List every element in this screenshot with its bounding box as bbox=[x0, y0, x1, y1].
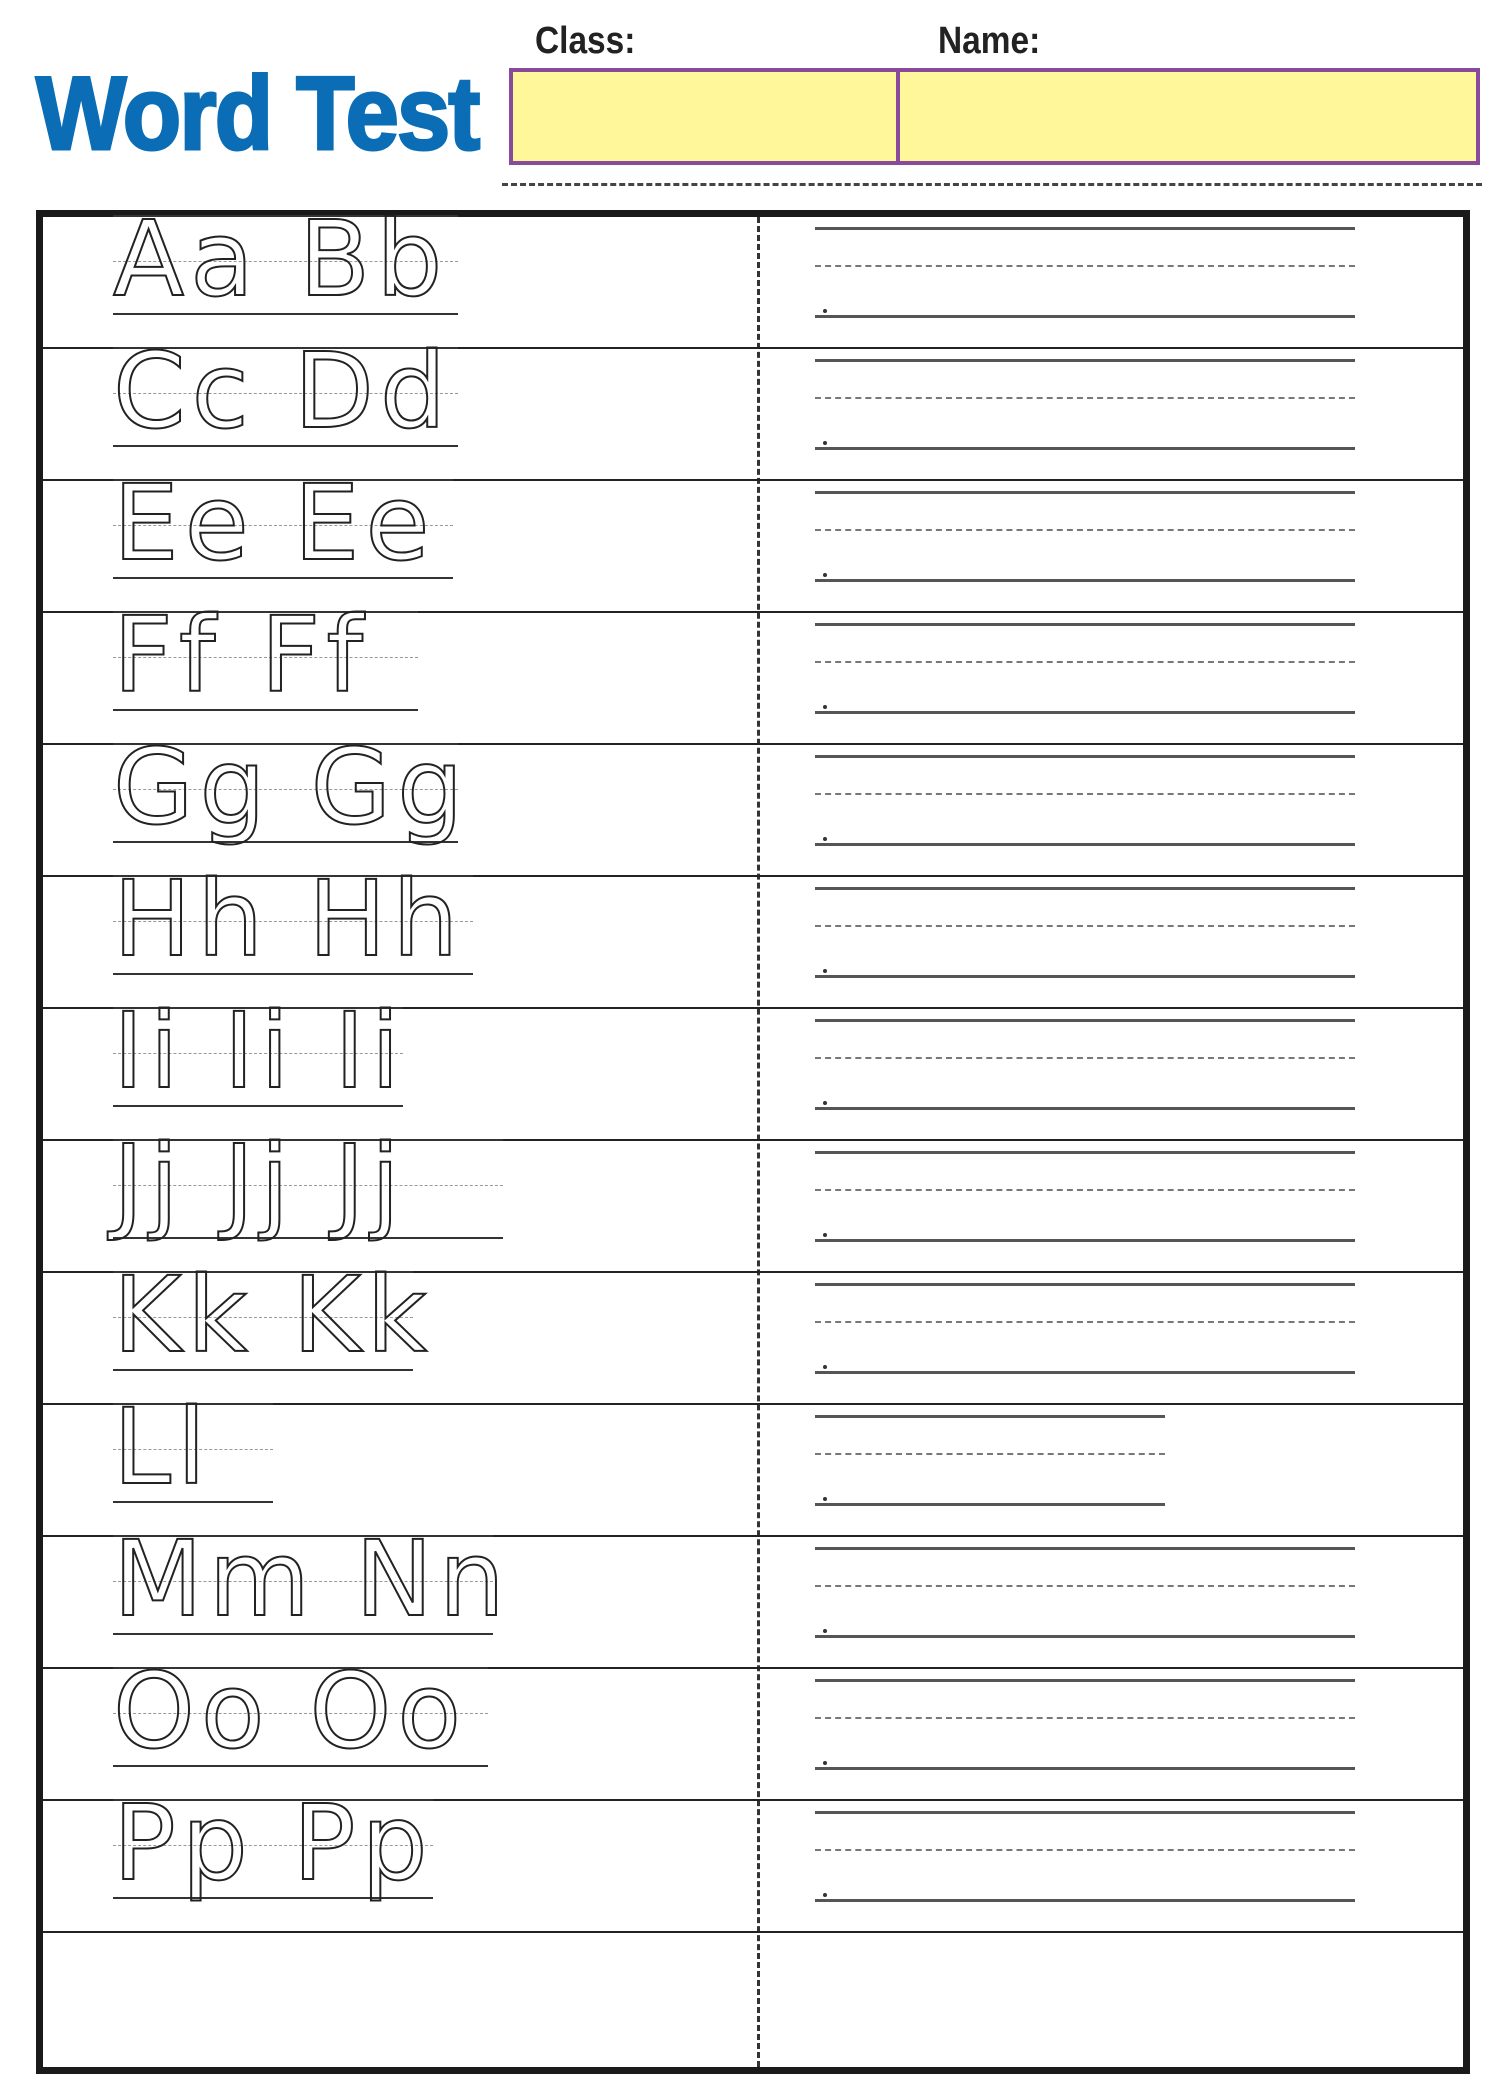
writing-mid-line bbox=[815, 1849, 1355, 1851]
tracing-letters bbox=[113, 1518, 673, 1667]
name-label: Name: bbox=[938, 20, 1041, 62]
start-dot bbox=[823, 1233, 827, 1237]
trace-letter-text: Kk Kk bbox=[113, 1254, 433, 1376]
practice-row bbox=[43, 1933, 1463, 2065]
practice-row bbox=[43, 1254, 1463, 1405]
trace-letter-text: Ff Ff bbox=[113, 594, 369, 716]
writing-base-line bbox=[815, 1503, 1165, 1506]
writing-base-line bbox=[815, 1107, 1355, 1110]
writing-base-line bbox=[815, 1767, 1355, 1770]
tracing-letters bbox=[113, 594, 673, 743]
student-info-box bbox=[509, 68, 1480, 165]
writing-mid-line bbox=[815, 793, 1355, 795]
trace-letter-text: Aa Bb bbox=[113, 198, 449, 320]
tracing-letters bbox=[113, 1933, 673, 2065]
writing-mid-line bbox=[815, 925, 1355, 927]
writing-base-line bbox=[815, 1371, 1355, 1374]
trace-letter-text: Mm Nn bbox=[113, 1518, 511, 1640]
class-field[interactable] bbox=[513, 72, 900, 161]
start-dot bbox=[823, 1365, 827, 1369]
trace-letter-text: Jj Jj Jj bbox=[113, 1122, 406, 1244]
writing-mid-line bbox=[815, 1189, 1355, 1191]
tracing-letters bbox=[113, 1254, 673, 1403]
tracing-letters bbox=[113, 330, 673, 479]
trace-letter-text: Ee Ee bbox=[113, 462, 436, 584]
writing-top-line bbox=[815, 359, 1355, 362]
writing-top-line bbox=[815, 1547, 1355, 1550]
writing-base-line bbox=[815, 843, 1355, 846]
header-divider bbox=[502, 183, 1482, 186]
writing-mid-line bbox=[815, 397, 1355, 399]
writing-top-line bbox=[815, 1415, 1165, 1418]
trace-letter-text: Cc Dd bbox=[113, 330, 452, 452]
writing-top-line bbox=[815, 887, 1355, 890]
start-dot bbox=[823, 1893, 827, 1897]
class-label: Class: bbox=[535, 20, 636, 62]
writing-base-line bbox=[815, 711, 1355, 714]
writing-mid-line bbox=[815, 265, 1355, 267]
writing-mid-line bbox=[815, 1057, 1355, 1059]
start-dot bbox=[823, 1497, 827, 1501]
practice-row bbox=[43, 1782, 1463, 1933]
writing-mid-line bbox=[815, 1717, 1355, 1719]
tracing-letters bbox=[113, 1782, 673, 1931]
tracing-letters bbox=[113, 1650, 673, 1799]
trace-letter-text: Pp Pp bbox=[113, 1782, 434, 1904]
writing-base-line bbox=[815, 1899, 1355, 1902]
tracing-letters bbox=[113, 1386, 673, 1535]
writing-top-line bbox=[815, 755, 1355, 758]
trace-letter-text: Gg Gg bbox=[113, 726, 470, 848]
writing-mid-line bbox=[815, 1321, 1355, 1323]
writing-top-line bbox=[815, 623, 1355, 626]
writing-top-line bbox=[815, 491, 1355, 494]
tracing-letters bbox=[113, 462, 673, 611]
trace-letter-text: Hh Hh bbox=[113, 858, 465, 980]
writing-mid-line bbox=[815, 1453, 1165, 1455]
writing-base-line bbox=[815, 315, 1355, 318]
writing-base-line bbox=[815, 579, 1355, 582]
tracing-letters bbox=[113, 858, 673, 1007]
writing-top-line bbox=[815, 1283, 1355, 1286]
writing-mid-line bbox=[815, 1585, 1355, 1587]
start-dot bbox=[823, 1629, 827, 1633]
start-dot bbox=[823, 441, 827, 445]
tracing-letters bbox=[113, 726, 673, 875]
start-dot bbox=[823, 1101, 827, 1105]
start-dot bbox=[823, 573, 827, 577]
writing-base-line bbox=[815, 975, 1355, 978]
trace-letter-text: Ll bbox=[113, 1386, 212, 1508]
trace-letter-text: Oo Oo bbox=[113, 1650, 468, 1772]
tracing-letters bbox=[113, 990, 673, 1139]
writing-top-line bbox=[815, 1019, 1355, 1022]
start-dot bbox=[823, 1761, 827, 1765]
writing-base-line bbox=[815, 1635, 1355, 1638]
writing-mid-line bbox=[815, 661, 1355, 663]
tracing-letters bbox=[113, 1122, 673, 1271]
name-field[interactable] bbox=[900, 72, 1476, 161]
page-title: Word Test bbox=[36, 56, 479, 172]
tracing-letters bbox=[113, 198, 673, 347]
practice-sheet bbox=[36, 198, 1470, 2074]
writing-mid-line bbox=[815, 529, 1355, 531]
writing-base-line bbox=[815, 1239, 1355, 1242]
start-dot bbox=[823, 837, 827, 841]
trace-letter-text: Ii Ii Ii bbox=[113, 990, 406, 1112]
writing-top-line bbox=[815, 1151, 1355, 1154]
writing-base-line bbox=[815, 447, 1355, 450]
writing-top-line bbox=[815, 227, 1355, 230]
start-dot bbox=[823, 309, 827, 313]
start-dot bbox=[823, 969, 827, 973]
start-dot bbox=[823, 705, 827, 709]
writing-top-line bbox=[815, 1679, 1355, 1682]
writing-top-line bbox=[815, 1811, 1355, 1814]
